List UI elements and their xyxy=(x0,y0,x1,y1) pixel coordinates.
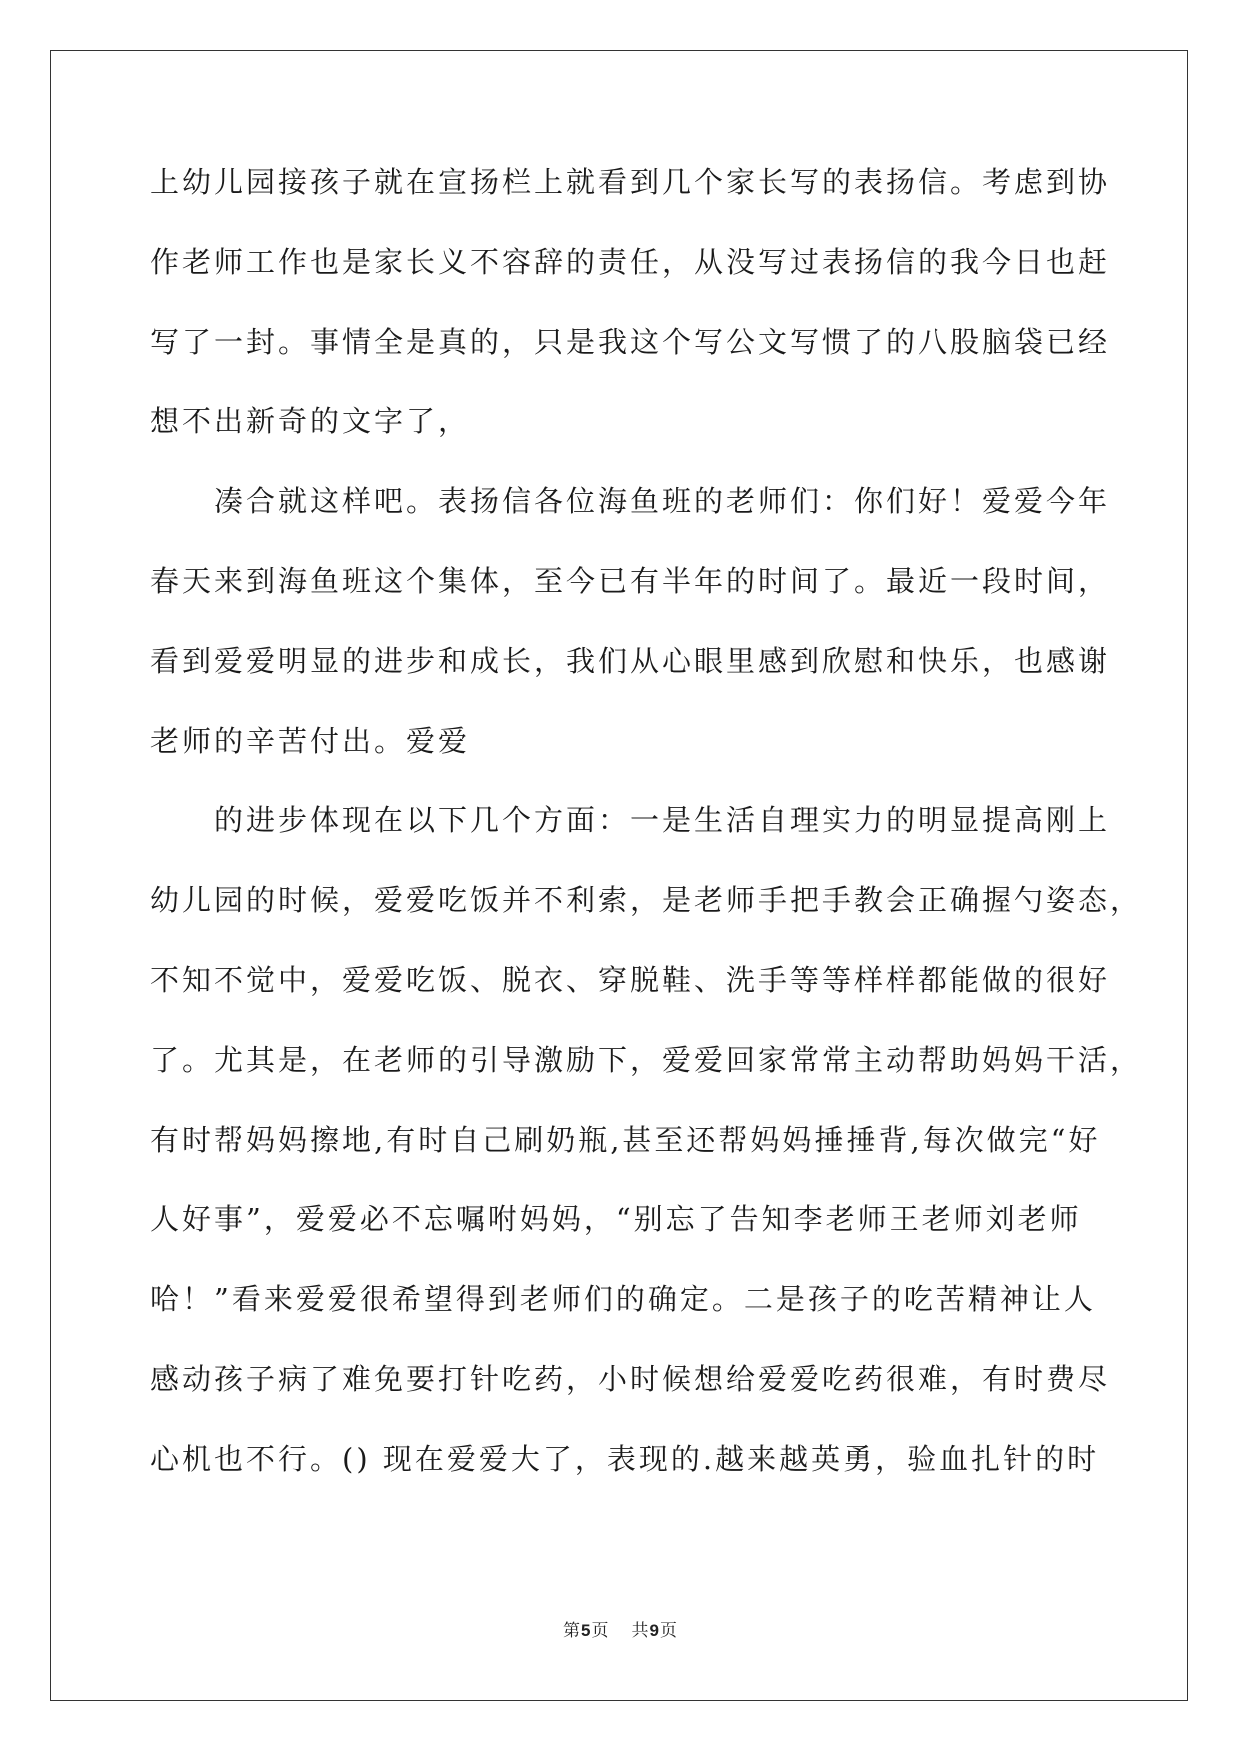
text-line: 春天来到海鱼班这个集体，至今已有半年的时间了。最近一段时间， xyxy=(150,563,1111,598)
text-line: 人好事”，爱爱必不忘嘱咐妈妈，“别忘了告知李老师王老师刘老师 xyxy=(150,1202,1082,1237)
text-line: 老师的辛苦付出。爱爱 xyxy=(150,723,471,758)
text-line: 有时帮妈妈擦地,有时自己刷奶瓶,甚至还帮妈妈捶捶背,每次做完“好 xyxy=(150,1122,1101,1157)
document-body xyxy=(150,162,1143,1519)
text-line: 心机也不行。() 现在爱爱大了，表现的.越来越英勇，验血扎针的时 xyxy=(150,1441,1100,1476)
text-line: 感动孩子病了难免要打针吃药，小时候想给爱爱吃药很难，有时费尽 xyxy=(150,1361,1111,1396)
text-line: 哈！”看来爱爱很希望得到老师们的确定。二是孩子的吃苦精神让人 xyxy=(150,1282,1096,1317)
text-line: 上幼儿园接孩子就在宣扬栏上就看到几个家长写的表扬信。考虑到协 xyxy=(150,165,1111,199)
text-line: 想不出新奇的文字了， xyxy=(150,404,471,439)
text-line: 写了一封。事情全是真的，只是我这个写公文写惯了的八股脑袋已经 xyxy=(150,324,1111,359)
page-number: 第5页 xyxy=(563,1621,610,1641)
page-footer xyxy=(0,1616,1241,1641)
paragraph-start-line: 凑合就这样吧。表扬信各位海鱼班的老师们：你们好！爱爱今年 xyxy=(214,484,1111,519)
text-line: 作老师工作也是家长义不容辞的责任，从没写过表扬信的我今日也赶 xyxy=(150,244,1111,279)
page-total: 共9页 xyxy=(631,1621,678,1641)
text-line: 看到爱爱明显的进步和成长，我们从心眼里感到欣慰和快乐，也感谢 xyxy=(150,643,1111,678)
text-line: 不知不觉中，爱爱吃饭、脱衣、穿脱鞋、洗手等等样样都能做的很好 xyxy=(150,962,1111,997)
text-line: 了。尤其是，在老师的引导激励下，爱爱回家常常主动帮助妈妈干活， xyxy=(150,1042,1143,1077)
text-line: 幼儿园的时候，爱爱吃饭并不利索，是老师手把手教会正确握勺姿态， xyxy=(150,883,1143,918)
paragraph-start-line: 的进步体现在以下几个方面：一是生活自理实力的明显提高刚上 xyxy=(214,803,1111,838)
